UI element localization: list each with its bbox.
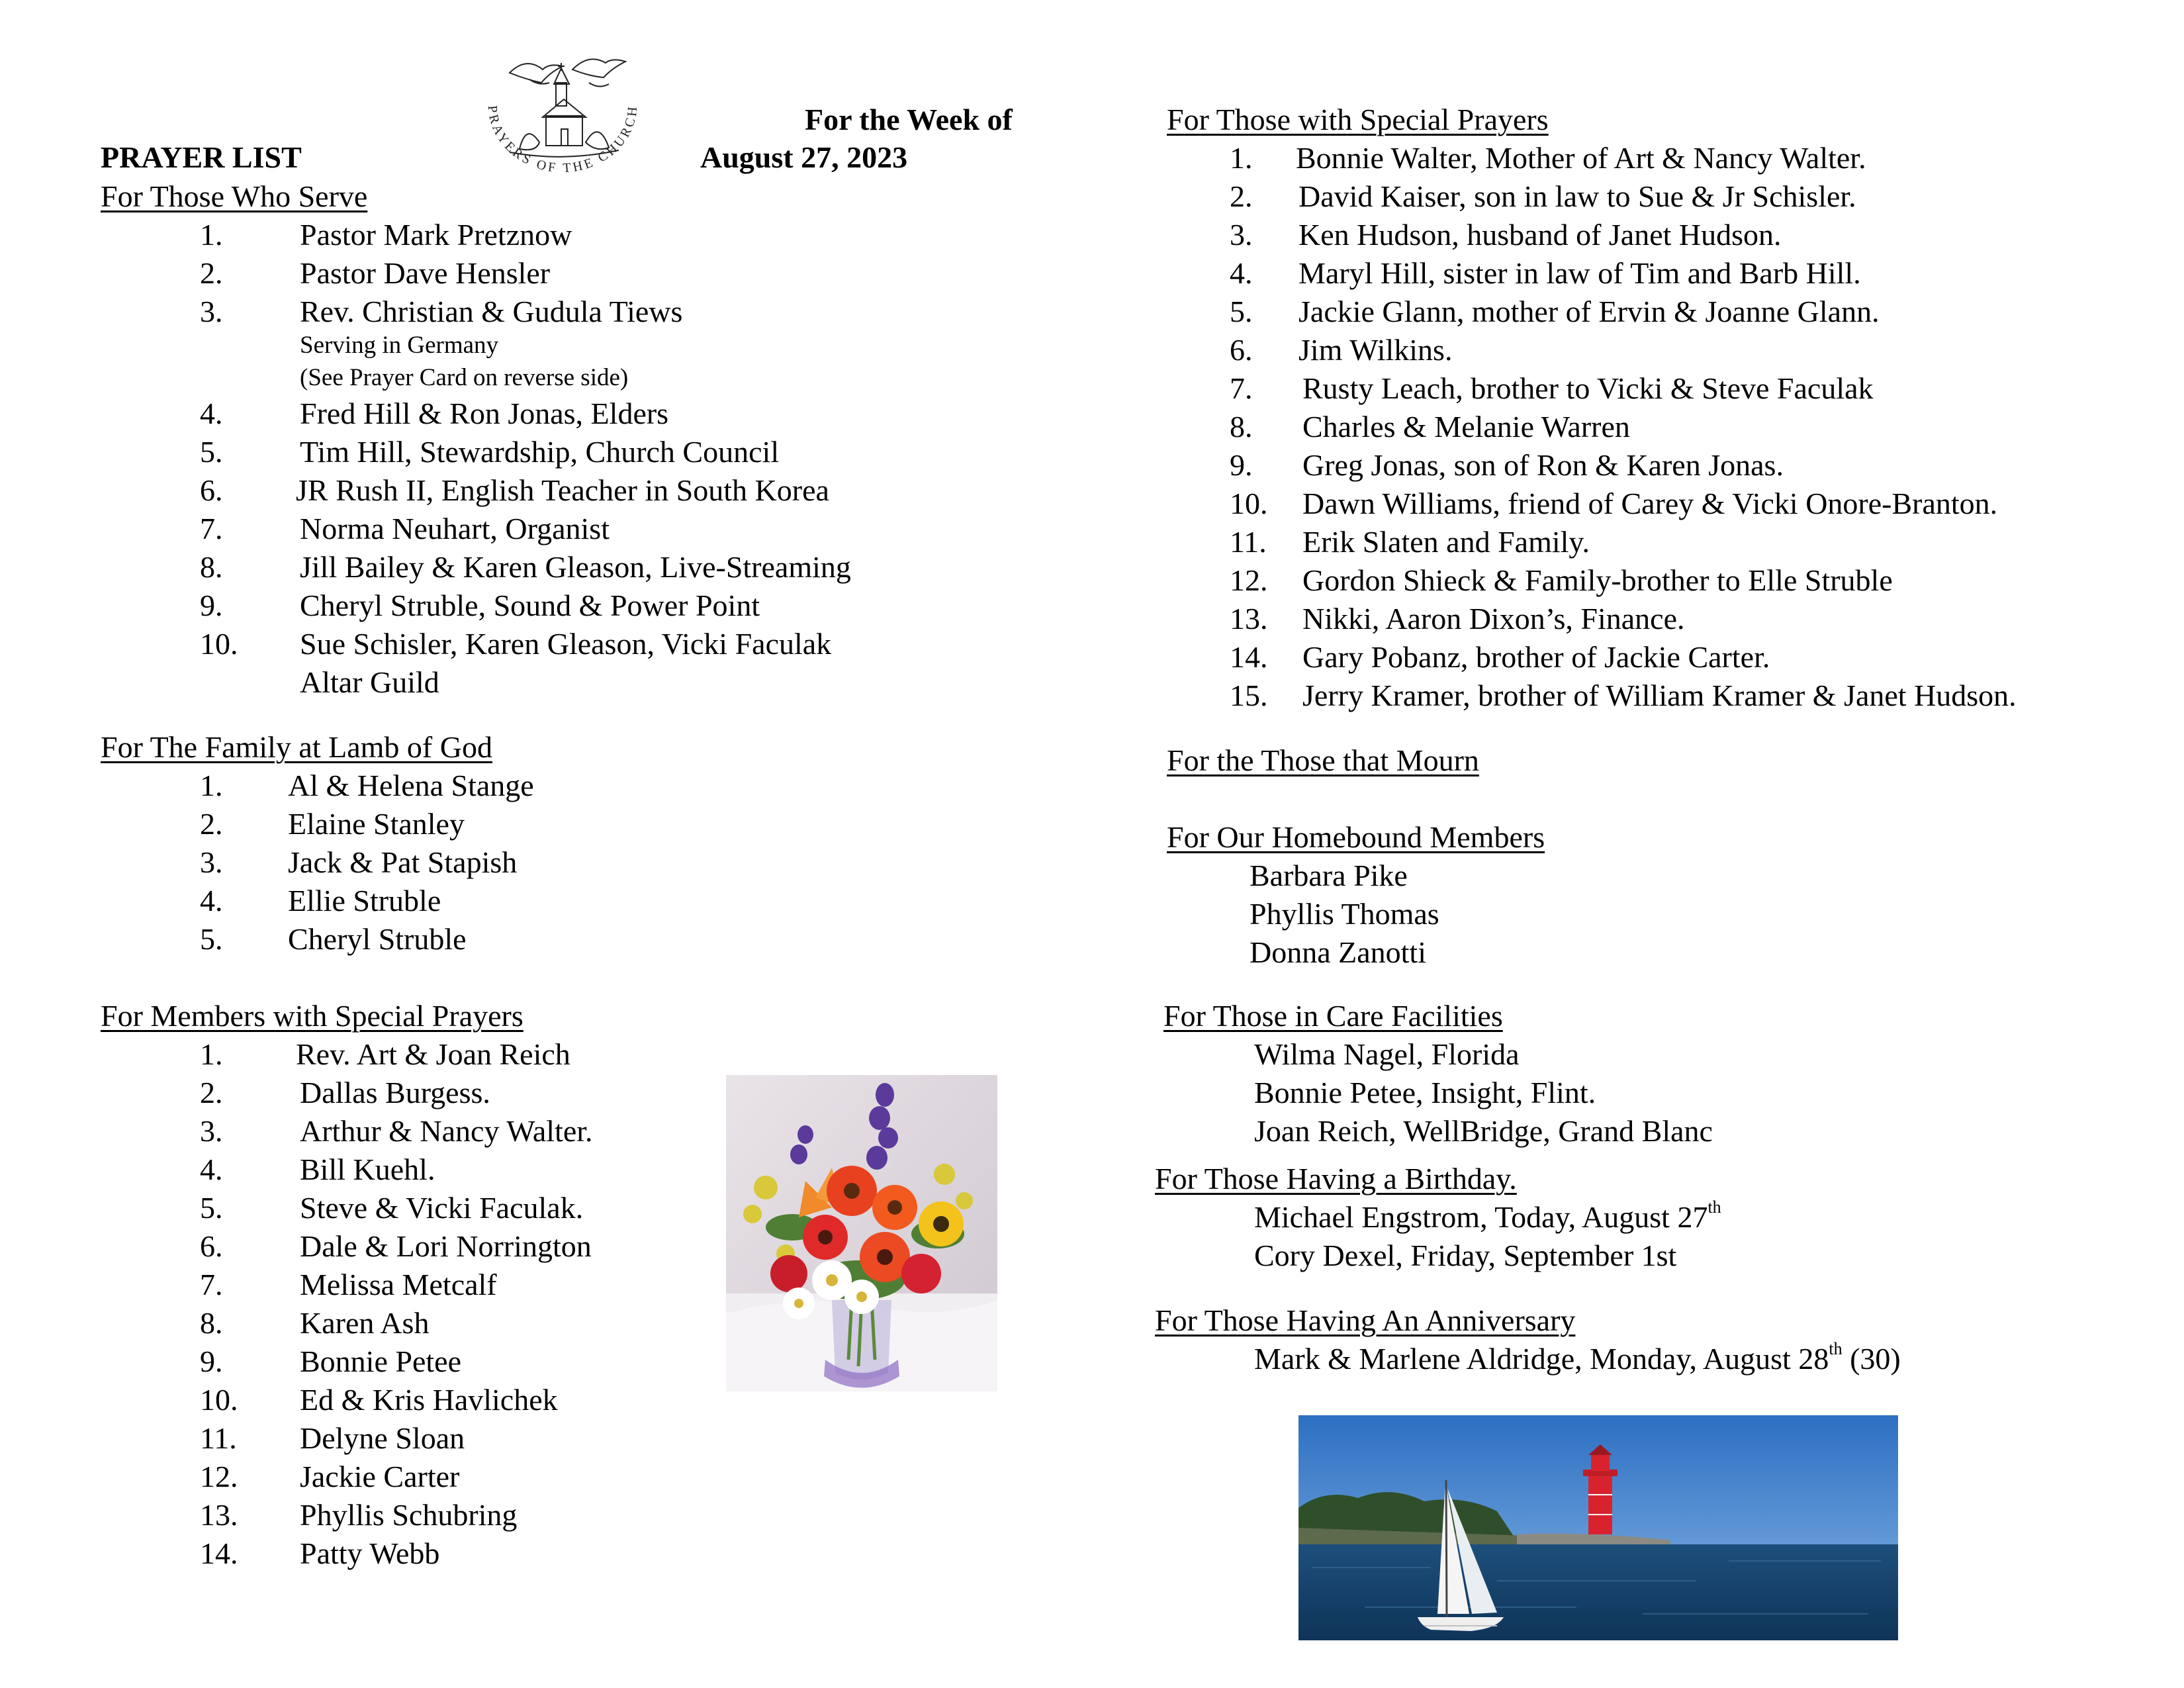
list-number: 7. <box>200 1268 223 1301</box>
list-item: Pastor Dave Hensler <box>300 256 551 290</box>
list-number: 9. <box>200 588 223 622</box>
list-item: Cheryl Struble, Sound & Power Point <box>300 588 760 622</box>
list-item: Rev. Art & Joan Reich <box>296 1037 570 1071</box>
list-number: 13. <box>1230 602 1268 635</box>
list-item: Dallas Burgess. <box>300 1076 490 1109</box>
homebound-item: Donna Zanotti <box>1250 935 1426 969</box>
list-item: Al & Helena Stange <box>288 769 534 802</box>
list-number: 1. <box>200 1037 223 1071</box>
care-item: Joan Reich, WellBridge, Grand Blanc <box>1254 1114 1713 1148</box>
mourn-heading: For the Those that Mourn <box>1167 743 1479 777</box>
list-item: Jack & Pat Stapish <box>288 845 518 879</box>
list-item: Tim Hill, Stewardship, Church Council <box>300 435 780 469</box>
list-item: Cheryl Struble <box>288 922 467 956</box>
list-number: 5. <box>200 435 223 469</box>
list-number: 2. <box>1230 179 1253 213</box>
family-heading: For The Family at Lamb of God <box>101 730 492 764</box>
list-item: Steve & Vicki Faculak. <box>300 1191 584 1225</box>
homebound-heading: For Our Homebound Members <box>1167 820 1545 854</box>
list-item: David Kaiser, son in law to Sue & Jr Schisler. <box>1298 179 1856 213</box>
list-item: Bonnie Walter, Mother of Art & Nancy Walter. <box>1296 141 1866 175</box>
birthday-item-text: Michael Engstrom, Today, August 27 <box>1254 1200 1708 1234</box>
list-item: Bill Kuehl. <box>300 1152 435 1186</box>
list-item: Ken Hudson, husband of Janet Hudson. <box>1298 218 1782 252</box>
list-number: 6. <box>200 473 223 507</box>
list-item: Arthur & Nancy Walter. <box>300 1114 593 1148</box>
list-item: Rev. Christian & Gudula Tiews <box>300 295 683 328</box>
list-number: 8. <box>1230 410 1253 444</box>
list-number: 4. <box>200 1152 223 1186</box>
list-item: Gordon Shieck & Family-brother to Elle Struble <box>1302 563 1893 597</box>
logo-text: PRAYERS OF THE CHURCH <box>484 103 641 176</box>
list-item: Dawn Williams, friend of Carey & Vicki Onore-Branton. <box>1302 487 1998 520</box>
list-number: 6. <box>200 1229 223 1263</box>
members-heading: For Members with Special Prayers <box>101 999 523 1033</box>
list-item: Norma Neuhart, Organist <box>300 512 610 545</box>
week-date: August 27, 2023 <box>700 140 908 174</box>
list-number: 2. <box>200 1076 223 1109</box>
list-number: 7. <box>1230 371 1253 405</box>
serve-heading: For Those Who Serve <box>101 179 368 213</box>
list-number: 12. <box>1230 563 1268 597</box>
list-number: 13. <box>200 1498 238 1532</box>
list-number: 11. <box>1230 525 1267 559</box>
list-number: 5. <box>200 922 223 956</box>
list-item: Ellie Struble <box>288 884 441 917</box>
ordinal-suffix: th <box>1829 1339 1843 1358</box>
list-number: 2. <box>200 256 223 290</box>
list-item-note: (See Prayer Card on reverse side) <box>300 364 629 391</box>
homebound-item: Barbara Pike <box>1250 859 1408 892</box>
list-item: Phyllis Schubring <box>300 1498 518 1532</box>
list-number: 5. <box>200 1191 223 1225</box>
list-number: 10. <box>200 627 238 661</box>
list-number: 11. <box>200 1421 237 1455</box>
anniversary-heading: For Those Having An Anniversary <box>1155 1303 1576 1337</box>
list-number: 1. <box>200 769 223 802</box>
list-item: Melissa Metcalf <box>300 1268 497 1301</box>
list-item: Rusty Leach, brother to Vicki & Steve Faculak <box>1302 371 1874 405</box>
birthday-item: Cory Dexel, Friday, September 1st <box>1254 1239 1677 1272</box>
list-item: Maryl Hill, sister in law of Tim and Barb Hill. <box>1298 256 1861 290</box>
list-number: 9. <box>200 1344 223 1378</box>
list-item: Delyne Sloan <box>300 1421 465 1455</box>
list-number: 4. <box>1230 256 1253 290</box>
list-item: Karen Ash <box>300 1306 430 1340</box>
list-number: 10. <box>1230 487 1268 520</box>
anniversary-years: (30) <box>1842 1342 1901 1376</box>
list-item: Gary Pobanz, brother of Jackie Carter. <box>1302 640 1770 674</box>
list-item: Greg Jonas, son of Ron & Karen Jonas. <box>1302 448 1784 482</box>
logo <box>463 43 662 195</box>
list-number: 4. <box>200 884 223 917</box>
special-heading: For Those with Special Prayers <box>1167 103 1549 136</box>
list-number: 3. <box>200 845 223 879</box>
anniversary-item <box>1254 1339 1901 1376</box>
list-number: 6. <box>1230 333 1253 367</box>
list-item: Patty Webb <box>300 1536 440 1570</box>
list-item-note: Serving in Germany <box>300 332 499 359</box>
list-number: 1. <box>1230 141 1253 175</box>
list-number: 9. <box>1230 448 1253 482</box>
list-item: Jackie Glann, mother of Ervin & Joanne Glann. <box>1298 295 1880 328</box>
list-number: 15. <box>1230 679 1268 712</box>
care-heading: For Those in Care Facilities <box>1163 999 1503 1033</box>
list-item: Erik Slaten and Family. <box>1302 525 1590 559</box>
list-number: 14. <box>200 1536 238 1570</box>
list-number: 10. <box>200 1383 238 1417</box>
page-title: PRAYER LIST <box>101 140 302 174</box>
list-item: Elaine Stanley <box>288 807 465 841</box>
list-item: JR Rush II, English Teacher in South Korea <box>296 473 829 507</box>
list-number: 3. <box>200 295 223 328</box>
list-number: 2. <box>200 807 223 841</box>
list-number: 1. <box>200 218 223 252</box>
list-item: Pastor Mark Pretznow <box>300 218 572 252</box>
list-number: 12. <box>200 1460 238 1493</box>
list-item: Ed & Kris Havlichek <box>300 1383 558 1417</box>
list-number: 8. <box>200 1306 223 1340</box>
svg-text:PRAYERS OF THE CHURCH <box>485 104 641 176</box>
list-item: Charles & Melanie Warren <box>1302 410 1630 444</box>
list-number: 4. <box>200 397 223 430</box>
list-item: Jerry Kramer, brother of William Kramer & Janet Hudson. <box>1302 679 2017 712</box>
list-number: 14. <box>1230 640 1268 674</box>
flower-bouquet-image <box>726 1075 997 1391</box>
list-item-note: Altar Guild <box>300 665 439 699</box>
care-item: Bonnie Petee, Insight, Flint. <box>1254 1076 1596 1109</box>
birthday-item <box>1254 1197 1721 1234</box>
anniversary-item-text: Mark & Marlene Aldridge, Monday, August 28 <box>1254 1342 1829 1376</box>
list-item: Sue Schisler, Karen Gleason, Vicki Faculak <box>300 627 832 661</box>
church-dove-icon <box>463 43 662 195</box>
list-item: Fred Hill & Ron Jonas, Elders <box>300 397 669 430</box>
list-item: Nikki, Aaron Dixon’s, Finance. <box>1302 602 1685 635</box>
list-number: 3. <box>1230 218 1253 252</box>
list-number: 8. <box>200 550 223 584</box>
sailboat-lighthouse-image <box>1298 1415 1898 1640</box>
list-item: Bonnie Petee <box>300 1344 461 1378</box>
list-item: Dale & Lori Norrington <box>300 1229 592 1263</box>
list-number: 5. <box>1230 295 1253 328</box>
list-item: Jill Bailey & Karen Gleason, Live-Streaming <box>300 550 851 584</box>
care-item: Wilma Nagel, Florida <box>1254 1037 1520 1071</box>
list-number: 3. <box>200 1114 223 1148</box>
list-item: Jackie Carter <box>300 1460 460 1493</box>
birthday-heading: For Those Having a Birthday. <box>1155 1162 1517 1196</box>
ordinal-suffix: th <box>1707 1197 1721 1217</box>
list-item: Jim Wilkins. <box>1298 333 1453 367</box>
week-label: For the Week of <box>805 103 1013 136</box>
list-number: 7. <box>200 512 223 545</box>
homebound-item: Phyllis Thomas <box>1250 897 1439 931</box>
